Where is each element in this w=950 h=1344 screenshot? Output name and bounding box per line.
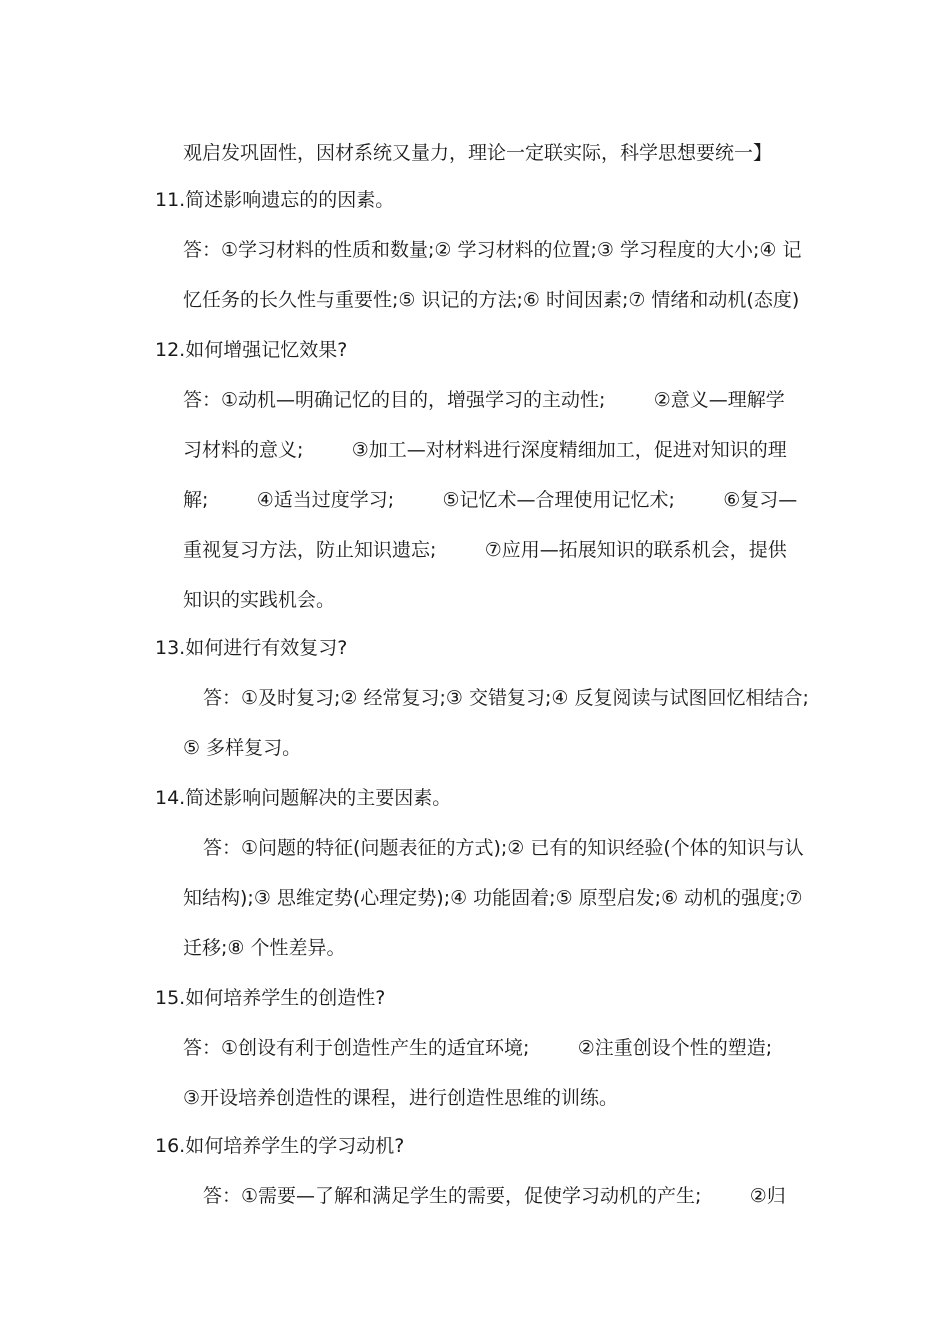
text-line: 观启发巩固性，因材系统又量力，理论一定联实际，科学思想要统一】 xyxy=(183,142,773,164)
text-line: 迁移;⑧ 个性差异。 xyxy=(183,937,346,959)
text-line: 答：①创设有利于创造性产生的适宜环境; ②注重创设个性的塑造; xyxy=(183,1037,773,1059)
text-line: 14.简述影响问题解决的主要因素。 xyxy=(155,787,452,809)
text-line: 重视复习方法，防止知识遗忘; ⑦应用—拓展知识的联系机会，提供 xyxy=(183,539,787,561)
text-line: 答：①问题的特征(问题表征的方式);② 已有的知识经验(个体的知识与认 xyxy=(203,837,804,859)
text-line: 16.如何培养学生的学习动机? xyxy=(155,1135,405,1157)
text-line: ⑤ 多样复习。 xyxy=(183,737,302,759)
text-line: 答：①及时复习;② 经常复习;③ 交错复习;④ 反复阅读与试图回忆相结合; xyxy=(203,687,809,709)
text-line: 答：①动机—明确记忆的目的，增强学习的主动性; ②意义—理解学 xyxy=(183,389,785,411)
text-line: 解; ④适当过度学习; ⑤记忆术—合理使用记忆术; ⑥复习— xyxy=(183,489,798,511)
text-line: 12.如何增强记忆效果? xyxy=(155,339,348,361)
text-line: 忆任务的长久性与重要性;⑤ 识记的方法;⑥ 时间因素;⑦ 情绪和动机(态度) xyxy=(183,289,800,311)
text-line: 知识的实践机会。 xyxy=(183,589,336,611)
text-line: 答：①学习材料的性质和数量;② 学习材料的位置;③ 学习程度的大小;④ 记 xyxy=(183,239,802,261)
text-line: 习材料的意义; ③加工—对材料进行深度精细加工，促进对知识的理 xyxy=(183,439,787,461)
text-line: 知结构);③ 思维定势(心理定势);④ 功能固着;⑤ 原型启发;⑥ 动机的强度;⑦ xyxy=(183,887,803,909)
text-line: 13.如何进行有效复习? xyxy=(155,637,348,659)
text-line: 答：①需要—了解和满足学生的需要，促使学习动机的产生; ②归 xyxy=(203,1185,786,1207)
text-line: ③开设培养创造性的课程，进行创造性思维的训练。 xyxy=(183,1087,619,1109)
text-line: 15.如何培养学生的创造性? xyxy=(155,987,386,1009)
text-line: 11.简述影响遗忘的的因素。 xyxy=(155,189,395,211)
